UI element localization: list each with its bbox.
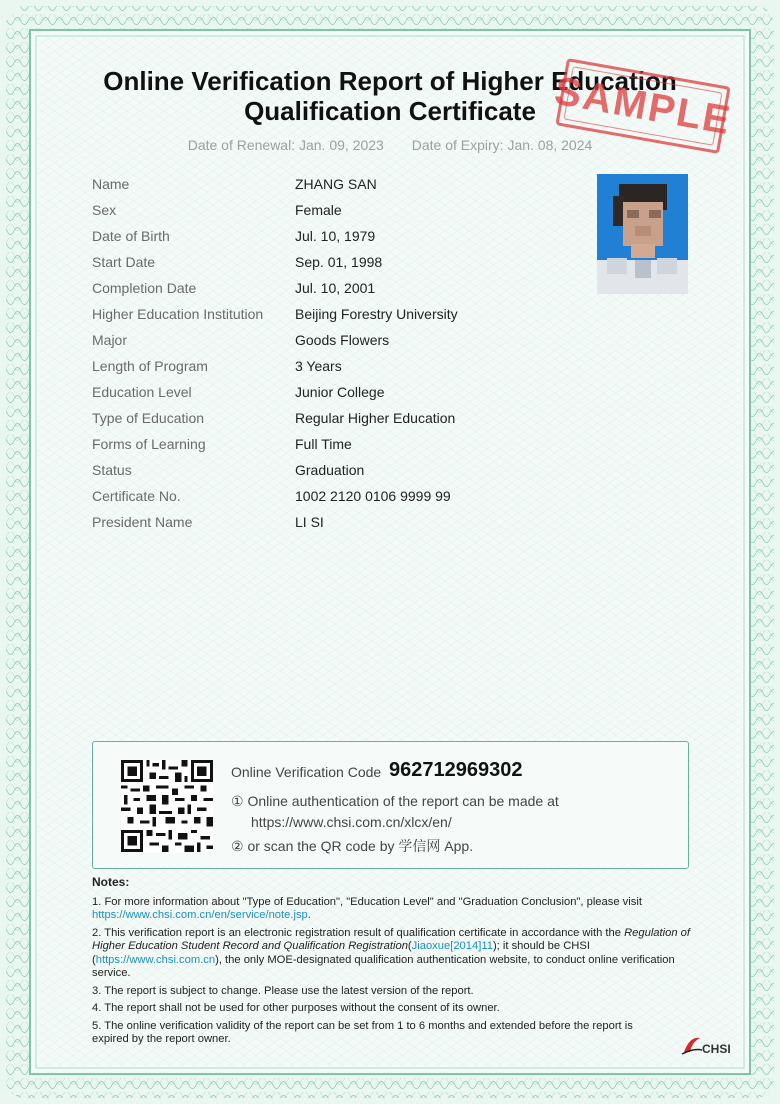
- report-title-line2: Qualification Certificate: [244, 96, 536, 126]
- chsi-logo: [680, 1030, 732, 1060]
- field-value: Beijing Forestry University: [295, 306, 458, 322]
- note-2-paren: (: [407, 940, 412, 952]
- field-value: LI SI: [295, 514, 324, 530]
- field-value: Full Time: [295, 436, 352, 452]
- note-4: 4. The report shall not be used for other purposes without the consent of its owner.: [92, 1002, 500, 1014]
- field-label: Sex: [92, 202, 117, 218]
- field-value: Goods Flowers: [295, 332, 390, 348]
- date-of-renewal: Date of Renewal: Jan. 09, 2023: [187, 137, 384, 153]
- note-3: 3. The report is subject to change. Please use the latest version of the report.: [92, 984, 474, 997]
- field-label: Forms of Learning: [92, 436, 206, 452]
- verification-instruction-2: ② or scan the QR code by 学信网 App.: [231, 838, 474, 854]
- field-label: Length of Program: [92, 358, 208, 374]
- field-label: Name: [92, 176, 130, 192]
- field-value: 3 Years: [295, 358, 342, 374]
- note-1: [92, 896, 692, 923]
- verification-box: [92, 741, 689, 869]
- field-label: Education Level: [92, 384, 192, 400]
- field-label: Date of Birth: [92, 228, 170, 244]
- field-value: 1002 2120 0106 9999 99: [295, 488, 451, 504]
- field-label: President Name: [92, 514, 193, 530]
- report-title-line1: Online Verification Report of Higher Education: [103, 66, 677, 96]
- field-value: Regular Higher Education: [295, 410, 456, 426]
- chsi-logo-text: CHSI: [702, 1042, 731, 1056]
- field-value: Junior College: [295, 384, 385, 400]
- note-1-text: 1. For more information about "Type of Education", "Education Level" and "Graduation Conclusion", please visit: [92, 895, 642, 908]
- field-value: Jul. 10, 2001: [295, 280, 376, 296]
- field-value: Sep. 01, 1998: [295, 254, 383, 270]
- note-2-link-chsi[interactable]: https://www.chsi.com.cn: [95, 953, 216, 966]
- sample-stamp: SAMPLE: [555, 58, 730, 154]
- portrait-photo: [597, 174, 688, 294]
- qr-code[interactable]: [121, 760, 213, 852]
- verification-code-label: Online Verification Code: [231, 764, 382, 780]
- notes-section: [92, 876, 692, 1051]
- note-2-text-c: ), the only MOE-designated qualification authentication website, to conduct online verification service.: [92, 953, 675, 979]
- field-label: Higher Education Institution: [92, 306, 264, 322]
- field-value: Female: [295, 202, 342, 218]
- field-label: Certificate No.: [92, 488, 181, 504]
- field-label: Start Date: [92, 254, 156, 270]
- note-1-link[interactable]: https://www.chsi.com.cn/en/service/note.jsp: [92, 909, 308, 921]
- note-2: [92, 927, 692, 981]
- note-2-regulation: Regulation of Higher Education Student Record and Qualification Registration: [92, 926, 691, 952]
- field-value: Jul. 10, 1979: [295, 228, 376, 244]
- verification-url[interactable]: https://www.chsi.com.cn/xlcx/en/: [251, 814, 452, 830]
- notes-heading: Notes:: [92, 875, 130, 889]
- field-label: Status: [92, 462, 132, 478]
- field-label: Major: [92, 332, 128, 348]
- field-value: Graduation: [295, 462, 365, 478]
- field-label: Completion Date: [92, 280, 197, 296]
- note-1-end: .: [307, 909, 311, 921]
- validity-dates: [0, 137, 780, 153]
- note-5: 5. The online verification validity of the report can be set from 1 to 6 months and extended before the report is expired by the report owner.: [92, 1019, 633, 1045]
- note-2-text-b: ); it should be CHSI (: [92, 940, 590, 966]
- note-2-text: 2. This verification report is an electronic registration result of qualification certificate in accordance with the: [92, 926, 625, 939]
- note-2-link-jiaoxue[interactable]: Jiaoxue[2014]11: [411, 940, 493, 952]
- field-value: ZHANG SAN: [295, 176, 377, 192]
- field-label: Type of Education: [92, 410, 205, 426]
- verification-instruction-1: ① Online authentication of the report can be made at: [231, 793, 559, 809]
- date-of-expiry: Date of Expiry: Jan. 08, 2024: [411, 137, 593, 153]
- verification-code: 962712969302: [389, 759, 523, 781]
